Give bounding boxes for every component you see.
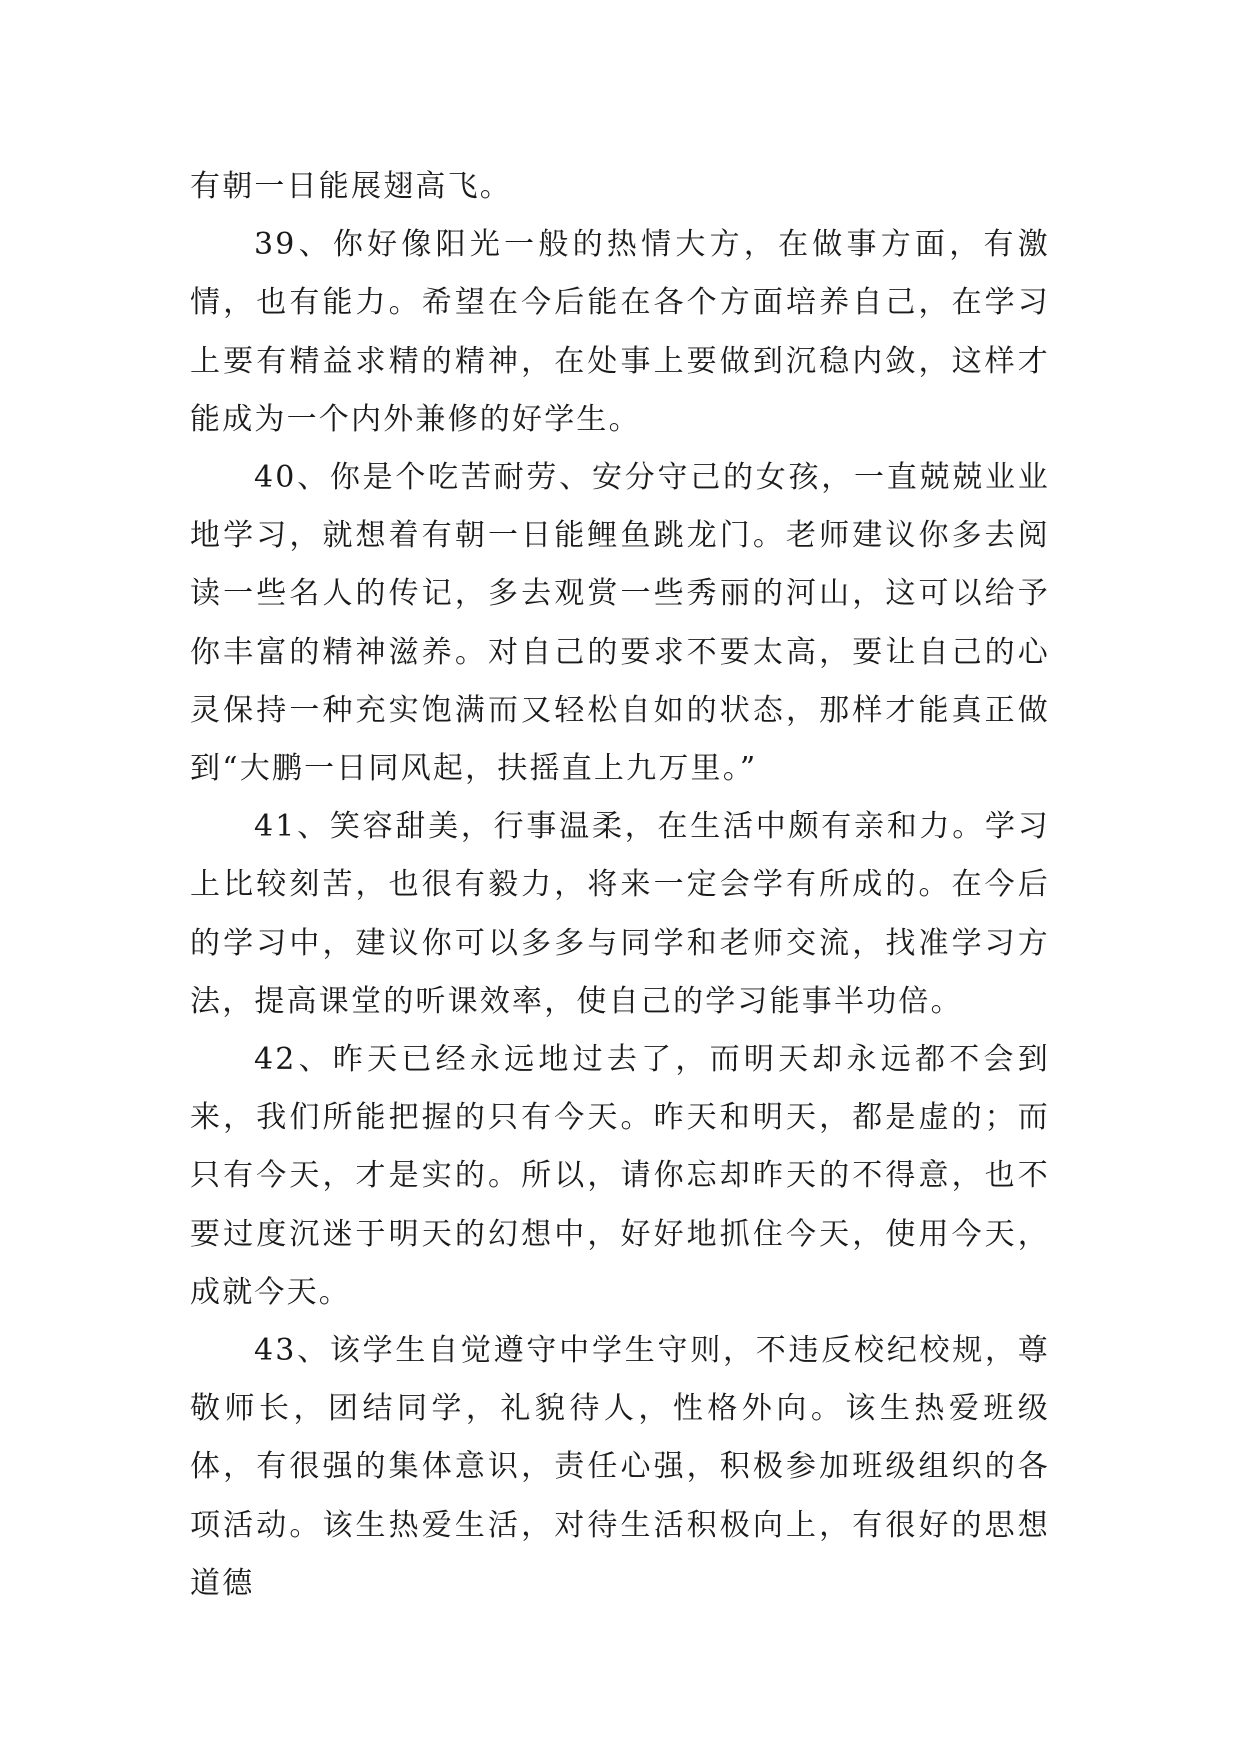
paragraph-39: 39、你好像阳光一般的热情大方，在做事方面，有激情，也有能力。希望在今后能在各个方面培养自己，在学习上要有精益求精的精神，在处事上要做到沉稳内敛，这样才能成为一个内外兼修的好学生。 xyxy=(190,227,1050,437)
paragraph-41: 41、笑容甜美，行事温柔，在生活中颇有亲和力。学习上比较刻苦，也很有毅力，将来一定会学有所成的。在今后的学习中，建议你可以多多与同学和老师交流，找准学习方法，提高课堂的听课效率，使自己的学习能事半功倍。 xyxy=(190,809,1050,1019)
paragraph-42: 42、昨天已经永远地过去了，而明天却永远都不会到来，我们所能把握的只有今天。昨天和明天，都是虚的；而只有今天，才是实的。所以，请你忘却昨天的不得意，也不要过度沉迷于明天的幻想中，好好地抓住今天，使用今天，成就今天。 xyxy=(190,1042,1050,1310)
paragraph-continuation: 有朝一日能展翅高飞。 xyxy=(190,169,512,204)
paragraph-43: 43、该学生自觉遵守中学生守则，不违反校纪校规，尊敬师长，团结同学，礼貌待人，性格外向。该生热爱班级体，有很强的集体意识，责任心强，积极参加班级组织的各项活动。该生热爱生活，对待生活积极向上，有很好的思想道德 xyxy=(190,1333,1050,1601)
paragraph-40: 40、你是个吃苦耐劳、安分守己的女孩，一直兢兢业业地学习，就想着有朝一日能鲤鱼跳龙门。老师建议你多去阅读一些名人的传记，多去观赏一些秀丽的河山，这可以给予你丰富的精神滋养。对自己的要求不要太高，要让自己的心灵保持一种充实饱满而又轻松自如的状态，那样才能真正做到“大鹏一日同风起，扶摇直上九万里。” xyxy=(190,460,1050,787)
document-body xyxy=(190,158,1050,1613)
